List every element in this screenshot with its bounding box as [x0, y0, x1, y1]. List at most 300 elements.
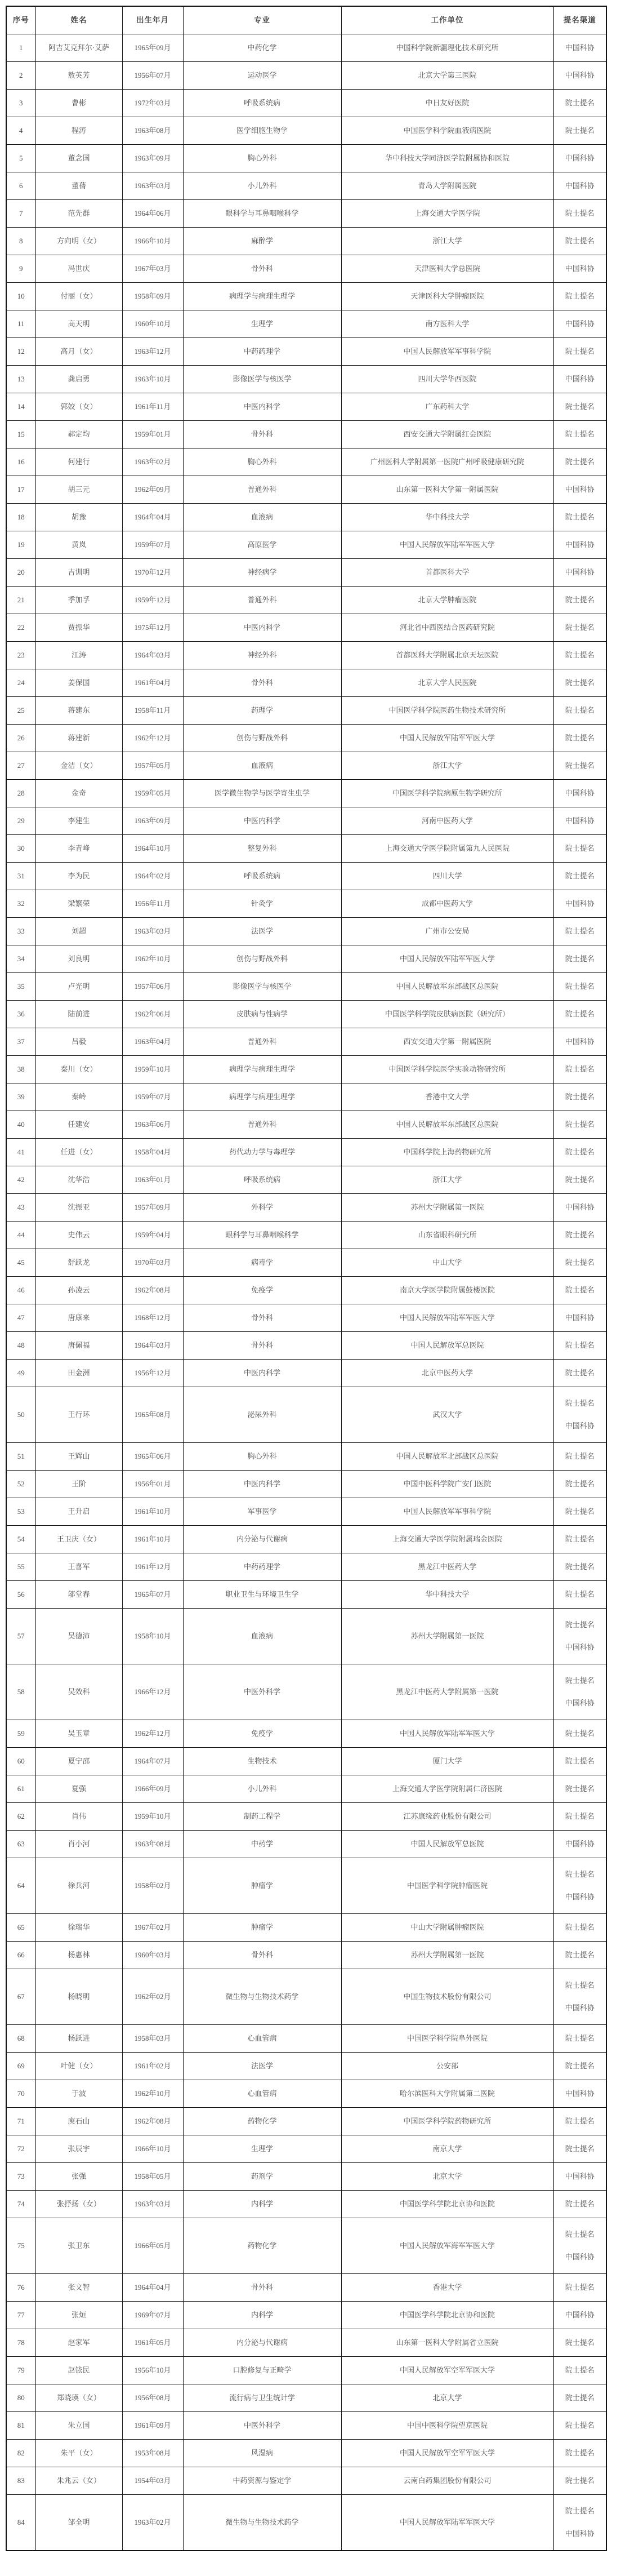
cell-major: 生物技术 [183, 1748, 341, 1775]
cell-channels [553, 890, 606, 918]
table-row [6, 62, 606, 90]
cell-name: 张辰宇 [35, 2135, 122, 2163]
nomination-channel: 院士提名 [565, 926, 595, 935]
cell-major: 普通外科 [183, 1028, 341, 1056]
cell-birth: 1962年08月 [122, 1277, 183, 1304]
cell-org: 北京大学第三医院 [341, 62, 553, 90]
cell-no: 2 [6, 62, 35, 90]
cell-major: 中医内科学 [183, 614, 341, 642]
cell-no: 44 [6, 1222, 35, 1249]
nomination-channel: 院士提名 [565, 2476, 595, 2485]
table-row [6, 725, 606, 752]
nomination-channel: 院士提名 [565, 1869, 595, 1878]
table-row [6, 228, 606, 255]
cell-channels [553, 1720, 606, 1748]
cell-birth: 1966年10月 [122, 228, 183, 255]
cell-birth: 1972年03月 [122, 90, 183, 117]
cell-major: 骨外科 [183, 255, 341, 283]
cell-no: 41 [6, 1139, 35, 1166]
table-row [6, 2467, 606, 2495]
cell-name: 付丽（女） [35, 283, 122, 310]
cell-no: 56 [6, 1581, 35, 1609]
cell-org: 中国医学科学院肿瘤医院 [341, 1858, 553, 1914]
cell-name: 陆前进 [35, 1001, 122, 1028]
cell-no: 79 [6, 2357, 35, 2384]
cell-org: 中国人民解放军陆军军医大学 [341, 531, 553, 559]
cell-name: 何建行 [35, 448, 122, 476]
table-row [6, 1471, 606, 1498]
cell-major: 中医内科学 [183, 1360, 341, 1387]
cell-name: 张强 [35, 2163, 122, 2191]
cell-major: 呼吸系统病 [183, 90, 341, 117]
cell-major: 外科学 [183, 1194, 341, 1222]
cell-org: 中国人民解放军陆军军医大学 [341, 945, 553, 973]
cell-org: 青岛大学附属医院 [341, 172, 553, 200]
cell-birth: 1958年10月 [122, 1609, 183, 1664]
table-row [6, 1139, 606, 1166]
nomination-channel: 院士提名 [565, 761, 595, 770]
nomination-channel: 中国科协 [565, 2089, 595, 2098]
table-row [6, 1553, 606, 1581]
cell-no: 51 [6, 1443, 35, 1471]
cell-birth: 1962年06月 [122, 1001, 183, 1028]
cell-name: 肖小河 [35, 1831, 122, 1858]
cell-birth: 1964年10月 [122, 835, 183, 863]
cell-birth: 1959年01月 [122, 421, 183, 448]
cell-org: 公安部 [341, 2053, 553, 2080]
nomination-channel: 中国科协 [565, 1839, 595, 1848]
cell-no: 5 [6, 145, 35, 172]
cell-channels [553, 1360, 606, 1387]
cell-org: 中国人民解放军总医院 [341, 1831, 553, 1858]
candidates-table [6, 6, 607, 2551]
cell-name: 赵家军 [35, 2329, 122, 2357]
table-row [6, 1304, 606, 1332]
table-row [6, 2163, 606, 2191]
cell-name: 王卫庆（女） [35, 1526, 122, 1553]
cell-channels [553, 531, 606, 559]
cell-channels [553, 283, 606, 310]
cell-org: 黑龙江中医药大学 [341, 1553, 553, 1581]
nomination-channel: 院士提名 [565, 1285, 595, 1294]
cell-birth: 1958年11月 [122, 697, 183, 725]
cell-major: 中医内科学 [183, 807, 341, 835]
cell-birth: 1965年07月 [122, 1581, 183, 1609]
cell-no: 74 [6, 2191, 35, 2218]
cell-birth: 1965年06月 [122, 1443, 183, 1471]
nomination-channel: 院士提名 [565, 1980, 595, 1989]
table-row [6, 752, 606, 780]
nomination-channel: 院士提名 [565, 705, 595, 714]
cell-no: 15 [6, 421, 35, 448]
cell-channels [553, 1056, 606, 1083]
cell-name: 冯世庆 [35, 255, 122, 283]
cell-channels [553, 90, 606, 117]
cell-channels [553, 2467, 606, 2495]
cell-no: 37 [6, 1028, 35, 1056]
nomination-channel: 院士提名 [565, 347, 595, 356]
cell-major: 病理学与病理生理学 [183, 1083, 341, 1111]
cell-no: 27 [6, 752, 35, 780]
cell-major: 微生物与生物技术药学 [183, 1969, 341, 2025]
nomination-channel: 院士提名 [565, 2420, 595, 2430]
cell-no: 16 [6, 448, 35, 476]
cell-major: 生理学 [183, 2135, 341, 2163]
cell-no: 70 [6, 2080, 35, 2108]
cell-no: 71 [6, 2108, 35, 2135]
table-row [6, 1526, 606, 1553]
cell-no: 20 [6, 559, 35, 587]
table-row [6, 1056, 606, 1083]
nomination-channel: 中国科协 [565, 540, 595, 549]
table-row [6, 1969, 606, 2025]
cell-org: 中国人民解放军空军军医大学 [341, 2440, 553, 2467]
cell-birth: 1957年09月 [122, 1194, 183, 1222]
table-row [6, 1858, 606, 1914]
cell-channels [553, 973, 606, 1001]
table-row [6, 504, 606, 531]
nomination-channel: 院士提名 [565, 2033, 595, 2042]
cell-channels [553, 780, 606, 807]
cell-name: 邬堂春 [35, 1581, 122, 1609]
cell-channels [553, 338, 606, 366]
cell-name: 田金洲 [35, 1360, 122, 1387]
nomination-channel: 中国科协 [565, 153, 595, 162]
cell-major: 创伤与野战外科 [183, 725, 341, 752]
cell-major: 骨外科 [183, 421, 341, 448]
table-row [6, 90, 606, 117]
nomination-channel: 中国科协 [565, 567, 595, 576]
cell-channels [553, 1748, 606, 1775]
cell-org: 中国科学院新疆理化技术研究所 [341, 34, 553, 62]
cell-org: 北京大学 [341, 2163, 553, 2191]
cell-name: 高月（女） [35, 338, 122, 366]
nomination-channel: 院士提名 [565, 2448, 595, 2457]
cell-org: 香港中文大学 [341, 1083, 553, 1111]
cell-org: 四川大学华西医院 [341, 366, 553, 393]
cell-name: 阿吉艾克拜尔·艾萨 [35, 34, 122, 62]
cell-channels [553, 117, 606, 145]
cell-birth: 1961年12月 [122, 1553, 183, 1581]
cell-no: 42 [6, 1166, 35, 1194]
cell-name: 杨跃进 [35, 2025, 122, 2053]
cell-no: 46 [6, 1277, 35, 1304]
table-row [6, 1942, 606, 1969]
cell-no: 25 [6, 697, 35, 725]
table-row [6, 117, 606, 145]
cell-birth: 1953年08月 [122, 2440, 183, 2467]
cell-birth: 1959年07月 [122, 531, 183, 559]
col-header-birth: 出生年月 [122, 6, 183, 34]
table-row [6, 145, 606, 172]
cell-no: 19 [6, 531, 35, 559]
cell-name: 金奇 [35, 780, 122, 807]
cell-channels [553, 725, 606, 752]
cell-org: 北京中医药大学 [341, 1360, 553, 1387]
cell-birth: 1961年05月 [122, 2329, 183, 2357]
cell-major: 胸心外科 [183, 1443, 341, 1471]
cell-org: 中国医学科学院北京协和医院 [341, 2191, 553, 2218]
cell-no: 75 [6, 2218, 35, 2274]
nomination-channel: 院士提名 [565, 1534, 595, 1543]
cell-major: 高原医学 [183, 531, 341, 559]
nomination-channel: 院士提名 [565, 1562, 595, 1571]
cell-org: 中山大学 [341, 1249, 553, 1277]
cell-channels [553, 1858, 606, 1914]
table-row [6, 338, 606, 366]
cell-name: 杨惠林 [35, 1942, 122, 1969]
cell-major: 微生物与生物技术药学 [183, 2495, 341, 2551]
cell-name: 夏强 [35, 1775, 122, 1803]
nomination-channel: 中国科协 [565, 1037, 595, 1046]
cell-birth: 1957年05月 [122, 752, 183, 780]
table-row [6, 34, 606, 62]
cell-name: 郑晓瑛（女） [35, 2384, 122, 2412]
table-row [6, 1028, 606, 1056]
cell-org: 中国人民解放军陆军军医大学 [341, 1720, 553, 1748]
cell-org: 中国人民解放军陆军军医大学 [341, 1304, 553, 1332]
cell-name: 于波 [35, 2080, 122, 2108]
nomination-channel: 院士提名 [565, 843, 595, 852]
cell-channels [553, 2218, 606, 2274]
cell-name: 叶健（女） [35, 2053, 122, 2080]
cell-major: 胸心外科 [183, 145, 341, 172]
cell-birth: 1964年04月 [122, 2274, 183, 2302]
cell-no: 7 [6, 200, 35, 228]
nomination-channel: 院士提名 [565, 650, 595, 659]
table-row [6, 642, 606, 669]
cell-birth: 1958年04月 [122, 1139, 183, 1166]
cell-no: 65 [6, 1914, 35, 1942]
table-row [6, 1581, 606, 1609]
cell-name: 吉训明 [35, 559, 122, 587]
cell-channels [553, 255, 606, 283]
nomination-channel: 院士提名 [565, 402, 595, 411]
cell-channels [553, 393, 606, 421]
cell-channels [553, 504, 606, 531]
nomination-channel: 中国科协 [565, 70, 595, 79]
cell-org: 西安交通大学第一附属医院 [341, 1028, 553, 1056]
cell-birth: 1956年11月 [122, 890, 183, 918]
cell-no: 52 [6, 1471, 35, 1498]
cell-channels [553, 1831, 606, 1858]
cell-no: 21 [6, 587, 35, 614]
cell-name: 张烜 [35, 2302, 122, 2329]
cell-name: 江涛 [35, 642, 122, 669]
cell-org: 中国医学科学院病原生物学研究所 [341, 780, 553, 807]
cell-name: 李青峰 [35, 835, 122, 863]
cell-birth: 1957年06月 [122, 973, 183, 1001]
cell-channels [553, 2135, 606, 2163]
table-row [6, 393, 606, 421]
cell-birth: 1956年07月 [122, 62, 183, 90]
cell-channels [553, 2440, 606, 2467]
cell-birth: 1961年09月 [122, 2412, 183, 2440]
table-row [6, 172, 606, 200]
nomination-channel: 院士提名 [565, 2338, 595, 2347]
table-row [6, 1803, 606, 1831]
cell-org: 中国人民解放军海军军医大学 [341, 2218, 553, 2274]
nomination-channel: 院士提名 [565, 2061, 595, 2070]
cell-major: 皮肤病与性病学 [183, 1001, 341, 1028]
cell-name: 孙凌云 [35, 1277, 122, 1304]
cell-name: 吴效科 [35, 1664, 122, 1720]
cell-no: 31 [6, 863, 35, 890]
cell-name: 王阶 [35, 1471, 122, 1498]
table-row [6, 1914, 606, 1942]
cell-name: 肖伟 [35, 1803, 122, 1831]
cell-name: 李为民 [35, 863, 122, 890]
cell-major: 呼吸系统病 [183, 863, 341, 890]
cell-name: 方向明（女） [35, 228, 122, 255]
cell-major: 中药化学 [183, 34, 341, 62]
cell-channels [553, 1609, 606, 1664]
table-row [6, 780, 606, 807]
col-header-name: 姓名 [35, 6, 122, 34]
nomination-channel: 中国科协 [565, 1643, 595, 1651]
nomination-channel: 院士提名 [565, 1620, 595, 1629]
cell-birth: 1958年02月 [122, 1858, 183, 1914]
cell-org: 云南白药集团股份有限公司 [341, 2467, 553, 2495]
cell-name: 舒跃龙 [35, 1249, 122, 1277]
cell-channels [553, 2053, 606, 2080]
table-row [6, 2412, 606, 2440]
cell-org: 广州市公安局 [341, 918, 553, 945]
cell-major: 麻醉学 [183, 228, 341, 255]
table-row [6, 587, 606, 614]
table-body [6, 34, 606, 2551]
table-row [6, 2191, 606, 2218]
cell-birth: 1961年11月 [122, 393, 183, 421]
cell-channels [553, 559, 606, 587]
table-row [6, 1001, 606, 1028]
table-row [6, 1775, 606, 1803]
cell-channels [553, 2302, 606, 2329]
table-row [6, 807, 606, 835]
cell-channels [553, 2329, 606, 2357]
cell-name: 王辉山 [35, 1443, 122, 1471]
cell-birth: 1962年09月 [122, 476, 183, 504]
cell-no: 45 [6, 1249, 35, 1277]
cell-org: 中国科学院上海药物研究所 [341, 1139, 553, 1166]
cell-org: 天津医科大学肿瘤医院 [341, 283, 553, 310]
cell-no: 48 [6, 1332, 35, 1360]
cell-org: 广东药科大学 [341, 393, 553, 421]
cell-major: 药物化学 [183, 2218, 341, 2274]
cell-channels [553, 1249, 606, 1277]
nomination-channel: 中国科协 [565, 43, 595, 52]
nomination-channel: 中国科协 [565, 374, 595, 383]
cell-org: 华中科技大学 [341, 1581, 553, 1609]
cell-channels [553, 2495, 606, 2551]
cell-channels [553, 1526, 606, 1553]
cell-org: 浙江大学 [341, 228, 553, 255]
cell-no: 18 [6, 504, 35, 531]
cell-name: 胡豫 [35, 504, 122, 531]
nomination-channel: 院士提名 [565, 1589, 595, 1598]
cell-birth: 1959年10月 [122, 1056, 183, 1083]
cell-name: 黄岚 [35, 531, 122, 559]
cell-name: 杨晓明 [35, 1969, 122, 2025]
cell-birth: 1975年12月 [122, 614, 183, 642]
nomination-channel: 院士提名 [565, 291, 595, 300]
cell-no: 14 [6, 393, 35, 421]
table-row [6, 669, 606, 697]
cell-name: 沈振亚 [35, 1194, 122, 1222]
cell-birth: 1966年12月 [122, 1664, 183, 1720]
cell-no: 38 [6, 1056, 35, 1083]
nomination-channel: 院士提名 [565, 1009, 595, 1018]
cell-org: 中国医学科学院医药生物技术研究所 [341, 697, 553, 725]
cell-channels [553, 34, 606, 62]
cell-org: 中国人民解放军总医院 [341, 1332, 553, 1360]
cell-channels [553, 2108, 606, 2135]
cell-no: 73 [6, 2163, 35, 2191]
cell-org: 四川大学 [341, 863, 553, 890]
cell-channels [553, 2384, 606, 2412]
table-row [6, 2025, 606, 2053]
cell-birth: 1963年03月 [122, 172, 183, 200]
cell-channels [553, 228, 606, 255]
cell-birth: 1958年05月 [122, 2163, 183, 2191]
table-row [6, 1498, 606, 1526]
table-row [6, 1387, 606, 1443]
cell-major: 血液病 [183, 504, 341, 531]
cell-major: 中医外科学 [183, 2412, 341, 2440]
cell-major: 骨外科 [183, 1304, 341, 1332]
nomination-channel: 中国科协 [565, 2529, 595, 2538]
nomination-channel: 院士提名 [565, 1064, 595, 1073]
cell-org: 河北省中西医结合医药研究院 [341, 614, 553, 642]
nomination-channel: 院士提名 [565, 1811, 595, 1820]
table-row [6, 1360, 606, 1387]
cell-major: 血液病 [183, 752, 341, 780]
cell-org: 山东第一医科大学第一附属医院 [341, 476, 553, 504]
cell-org: 北京大学 [341, 2384, 553, 2412]
cell-major: 心血管病 [183, 2080, 341, 2108]
cell-org: 中日友好医院 [341, 90, 553, 117]
cell-major: 神经病学 [183, 559, 341, 587]
nomination-channel: 院士提名 [565, 236, 595, 245]
cell-major: 小儿外科 [183, 1775, 341, 1803]
table-row [6, 973, 606, 1001]
cell-channels [553, 1471, 606, 1498]
cell-no: 84 [6, 2495, 35, 2551]
nomination-channel: 院士提名 [565, 1230, 595, 1239]
cell-birth: 1959年07月 [122, 1083, 183, 1111]
cell-major: 眼科学与耳鼻咽喉科学 [183, 200, 341, 228]
table-row [6, 283, 606, 310]
cell-major: 创伤与野战外科 [183, 945, 341, 973]
cell-name: 王行环 [35, 1387, 122, 1443]
cell-name: 王升启 [35, 1498, 122, 1526]
cell-org: 首都医科大学 [341, 559, 553, 587]
cell-name: 曹彬 [35, 90, 122, 117]
cell-channels [553, 863, 606, 890]
table-header-row [6, 6, 606, 34]
cell-major: 中医内科学 [183, 1471, 341, 1498]
cell-name: 秦川（女） [35, 1056, 122, 1083]
cell-no: 4 [6, 117, 35, 145]
cell-name: 刘良明 [35, 945, 122, 973]
cell-name: 张文智 [35, 2274, 122, 2302]
cell-no: 54 [6, 1526, 35, 1553]
cell-org: 中山大学附属肿瘤医院 [341, 1914, 553, 1942]
cell-name: 程涛 [35, 117, 122, 145]
cell-major: 内分泌与代谢病 [183, 1526, 341, 1553]
cell-birth: 1965年08月 [122, 1387, 183, 1443]
cell-major: 口腔修复与正畸学 [183, 2357, 341, 2384]
